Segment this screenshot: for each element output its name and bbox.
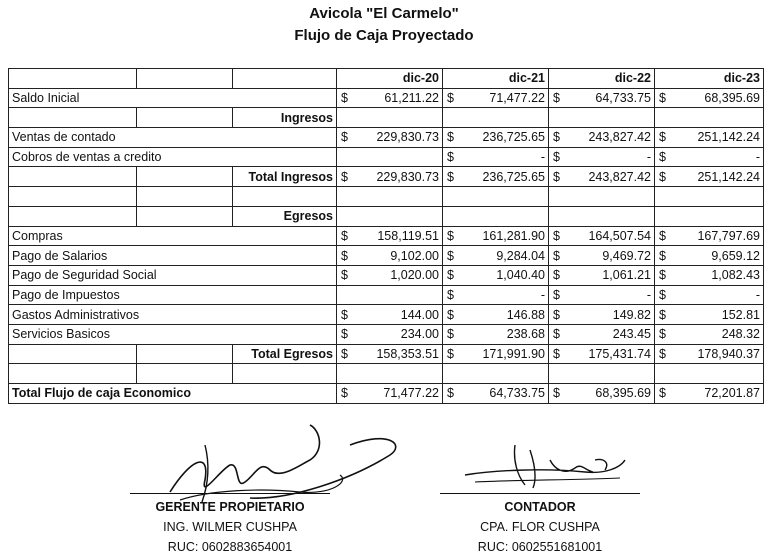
- amount-cell: [549, 305, 655, 325]
- currency-symbol: $: [659, 327, 666, 342]
- currency-symbol: $: [447, 169, 454, 184]
- empty-cell: [549, 206, 655, 226]
- amount-cell: [655, 344, 764, 364]
- currency-symbol: $: [341, 91, 348, 106]
- amount-cell: [443, 147, 549, 167]
- currency-symbol: $: [659, 287, 666, 302]
- amount-value: 64,733.75: [595, 91, 651, 106]
- amount-cell: [549, 246, 655, 266]
- amount-cell: [655, 128, 764, 148]
- currency-symbol: $: [659, 169, 666, 184]
- amount-value: 149.82: [612, 307, 651, 322]
- currency-symbol: $: [341, 169, 348, 184]
- currency-symbol: $: [341, 268, 348, 283]
- currency-symbol: $: [659, 307, 666, 322]
- currency-symbol: $: [341, 228, 348, 243]
- currency-symbol: $: [341, 327, 348, 342]
- empty-cell: [9, 364, 137, 384]
- amount-cell: [549, 167, 655, 187]
- period-header: dic-23: [655, 69, 764, 89]
- currency-symbol: $: [659, 228, 666, 243]
- table-row: [9, 285, 764, 305]
- empty-cell: [9, 206, 137, 226]
- amount-cell: [655, 384, 764, 404]
- currency-symbol: $: [447, 248, 454, 263]
- table-row: [9, 128, 764, 148]
- company-title: Avicola "El Carmelo": [309, 5, 459, 22]
- table-row: [9, 384, 764, 404]
- currency-symbol: $: [553, 91, 560, 106]
- empty-cell: [337, 187, 443, 207]
- currency-symbol: $: [447, 268, 454, 283]
- signature-name: CPA. FLOR CUSHPA: [480, 520, 600, 534]
- amount-cell: [549, 384, 655, 404]
- amount-cell: [655, 265, 764, 285]
- amount-value: 146.88: [506, 307, 545, 322]
- row-label: Compras: [9, 226, 337, 246]
- empty-cell: [9, 187, 137, 207]
- currency-symbol: $: [659, 248, 666, 263]
- amount-value: 1,040.40: [496, 268, 545, 283]
- signature-scribble-right: [455, 430, 645, 500]
- signature-block-accountant: [440, 493, 640, 557]
- empty-cell: [137, 108, 233, 128]
- empty-cell: [655, 364, 764, 384]
- empty-cell: [337, 108, 443, 128]
- currency-symbol: $: [341, 346, 348, 361]
- amount-value: -: [540, 287, 545, 302]
- amount-value: 71,477.22: [383, 386, 439, 401]
- amount-value: 251,142.24: [697, 130, 760, 145]
- amount-cell: [337, 128, 443, 148]
- amount-cell: [337, 226, 443, 246]
- amount-value: 243,827.42: [588, 169, 651, 184]
- amount-value: 236,725.65: [482, 130, 545, 145]
- signature-line: [440, 493, 640, 494]
- currency-symbol: $: [553, 386, 560, 401]
- currency-symbol: $: [553, 150, 560, 165]
- row-label: Pago de Seguridad Social: [9, 265, 337, 285]
- amount-value: 238.68: [506, 327, 545, 342]
- amount-cell: [337, 384, 443, 404]
- empty-cell: [443, 108, 549, 128]
- currency-symbol: $: [553, 268, 560, 283]
- amount-value: 229,830.73: [376, 169, 439, 184]
- table-row: [9, 324, 764, 344]
- amount-value: 68,395.69: [704, 91, 760, 106]
- amount-value: 1,082.43: [711, 268, 760, 283]
- amount-value: 9,469.72: [602, 248, 651, 263]
- section-header: Ingresos: [233, 108, 337, 128]
- table-row: [9, 226, 764, 246]
- empty-cell: [655, 108, 764, 128]
- amount-cell: [655, 305, 764, 325]
- amount-value: -: [646, 150, 651, 165]
- currency-symbol: $: [341, 248, 348, 263]
- amount-cell: [549, 147, 655, 167]
- currency-symbol: $: [553, 248, 560, 263]
- empty-cell: [337, 364, 443, 384]
- amount-cell: [549, 344, 655, 364]
- empty-cell: [9, 69, 137, 89]
- amount-value: 144.00: [400, 307, 439, 322]
- currency-symbol: $: [659, 130, 666, 145]
- table-row: [9, 206, 764, 226]
- signature-role: CONTADOR: [504, 500, 576, 514]
- empty-cell: [137, 69, 233, 89]
- amount-cell: [337, 344, 443, 364]
- table-row: [9, 305, 764, 325]
- amount-cell: [337, 265, 443, 285]
- amount-cell: [443, 324, 549, 344]
- amount-value: 167,797.69: [697, 228, 760, 243]
- currency-symbol: $: [341, 307, 348, 322]
- amount-value: 9,102.00: [390, 248, 439, 263]
- currency-symbol: $: [659, 91, 666, 106]
- amount-value: 64,733.75: [489, 386, 545, 401]
- amount-value: 9,659.12: [711, 248, 760, 263]
- total-label: Total Egresos: [233, 344, 337, 364]
- amount-value: 175,431.74: [588, 346, 651, 361]
- amount-cell: [337, 147, 443, 167]
- empty-cell: [137, 187, 233, 207]
- currency-symbol: $: [447, 386, 454, 401]
- empty-cell: [9, 167, 137, 187]
- empty-cell: [9, 108, 137, 128]
- amount-cell: [337, 88, 443, 108]
- currency-symbol: $: [553, 346, 560, 361]
- empty-cell: [443, 206, 549, 226]
- empty-cell: [9, 344, 137, 364]
- period-header: dic-21: [443, 69, 549, 89]
- currency-symbol: $: [447, 287, 454, 302]
- row-label: Pago de Impuestos: [9, 285, 337, 305]
- signature-role: GERENTE PROPIETARIO: [155, 500, 305, 514]
- amount-cell: [443, 246, 549, 266]
- empty-cell: [549, 364, 655, 384]
- period-header: dic-22: [549, 69, 655, 89]
- amount-cell: [337, 285, 443, 305]
- amount-cell: [443, 344, 549, 364]
- empty-cell: [337, 206, 443, 226]
- amount-value: 234.00: [400, 327, 439, 342]
- table-row: [9, 246, 764, 266]
- row-label: Servicios Basicos: [9, 324, 337, 344]
- empty-cell: [137, 364, 233, 384]
- amount-cell: [655, 285, 764, 305]
- amount-value: 243.45: [612, 327, 651, 342]
- table-row: [9, 69, 764, 89]
- amount-value: 68,395.69: [595, 386, 651, 401]
- currency-symbol: $: [553, 228, 560, 243]
- amount-value: -: [755, 150, 760, 165]
- signature-block-owner: [130, 493, 330, 557]
- currency-symbol: $: [553, 130, 560, 145]
- currency-symbol: $: [553, 327, 560, 342]
- currency-symbol: $: [447, 91, 454, 106]
- currency-symbol: $: [659, 386, 666, 401]
- table-row: [9, 167, 764, 187]
- total-label: Total Ingresos: [233, 167, 337, 187]
- empty-cell: [443, 187, 549, 207]
- signature-ruc: RUC: 0602883654001: [167, 540, 293, 554]
- signature-name: ING. WILMER CUSHPA: [163, 520, 297, 534]
- empty-cell: [233, 364, 337, 384]
- currency-symbol: $: [447, 307, 454, 322]
- amount-value: 243,827.42: [588, 130, 651, 145]
- amount-value: -: [646, 287, 651, 302]
- amount-cell: [549, 324, 655, 344]
- amount-cell: [655, 226, 764, 246]
- amount-cell: [337, 246, 443, 266]
- table-row: [9, 187, 764, 207]
- amount-cell: [655, 246, 764, 266]
- table-row: [9, 108, 764, 128]
- amount-value: 164,507.54: [588, 228, 651, 243]
- amount-value: 9,284.04: [496, 248, 545, 263]
- amount-value: 161,281.90: [482, 228, 545, 243]
- amount-value: 251,142.24: [697, 169, 760, 184]
- amount-cell: [655, 147, 764, 167]
- currency-symbol: $: [447, 130, 454, 145]
- currency-symbol: $: [341, 386, 348, 401]
- amount-value: 236,725.65: [482, 169, 545, 184]
- section-header: Egresos: [233, 206, 337, 226]
- amount-cell: [443, 128, 549, 148]
- report-title: Flujo de Caja Proyectado: [294, 27, 474, 44]
- amount-cell: [549, 128, 655, 148]
- table-row: [9, 147, 764, 167]
- table-row: [9, 364, 764, 384]
- empty-cell: [549, 108, 655, 128]
- currency-symbol: $: [447, 150, 454, 165]
- empty-cell: [549, 187, 655, 207]
- table-row: [9, 265, 764, 285]
- amount-value: 72,201.87: [704, 386, 760, 401]
- amount-cell: [337, 167, 443, 187]
- row-label: Saldo Inicial: [9, 88, 337, 108]
- amount-value: 158,353.51: [376, 346, 439, 361]
- table-row: [9, 344, 764, 364]
- total-flow-label: Total Flujo de caja Economico: [9, 384, 337, 404]
- currency-symbol: $: [553, 169, 560, 184]
- signature-ruc: RUC: 0602551681001: [477, 540, 603, 554]
- amount-value: 178,940.37: [697, 346, 760, 361]
- currency-symbol: $: [553, 287, 560, 302]
- row-label: Pago de Salarios: [9, 246, 337, 266]
- empty-cell: [137, 167, 233, 187]
- amount-value: 158,119.51: [377, 228, 439, 243]
- amount-cell: [443, 265, 549, 285]
- signature-line: [130, 493, 330, 494]
- row-label: Gastos Administrativos: [9, 305, 337, 325]
- amount-cell: [655, 167, 764, 187]
- amount-cell: [549, 88, 655, 108]
- currency-symbol: $: [553, 307, 560, 322]
- empty-cell: [655, 187, 764, 207]
- amount-cell: [549, 226, 655, 246]
- amount-cell: [443, 226, 549, 246]
- amount-value: -: [540, 150, 545, 165]
- amount-value: 1,061.21: [602, 268, 651, 283]
- amount-value: -: [755, 287, 760, 302]
- table-row: [9, 88, 764, 108]
- amount-value: 248.32: [721, 327, 760, 342]
- empty-cell: [655, 206, 764, 226]
- currency-symbol: $: [447, 327, 454, 342]
- currency-symbol: $: [659, 268, 666, 283]
- amount-cell: [443, 384, 549, 404]
- empty-cell: [443, 364, 549, 384]
- amount-cell: [655, 324, 764, 344]
- amount-value: 229,830.73: [376, 130, 439, 145]
- amount-cell: [443, 285, 549, 305]
- currency-symbol: $: [659, 346, 666, 361]
- amount-cell: [549, 265, 655, 285]
- cash-flow-table: [8, 68, 764, 404]
- amount-cell: [337, 324, 443, 344]
- amount-cell: [443, 167, 549, 187]
- currency-symbol: $: [447, 228, 454, 243]
- amount-cell: [549, 285, 655, 305]
- empty-cell: [233, 187, 337, 207]
- currency-symbol: $: [447, 346, 454, 361]
- currency-symbol: $: [341, 130, 348, 145]
- row-label: Ventas de contado: [9, 128, 337, 148]
- amount-value: 171,991.90: [482, 346, 545, 361]
- amount-cell: [337, 305, 443, 325]
- amount-value: 152.81: [721, 307, 760, 322]
- amount-value: 71,477.22: [489, 91, 545, 106]
- amount-value: 61,211.22: [384, 91, 439, 106]
- currency-symbol: $: [659, 150, 666, 165]
- amount-value: 1,020.00: [390, 268, 439, 283]
- empty-cell: [137, 344, 233, 364]
- amount-cell: [443, 88, 549, 108]
- empty-cell: [233, 69, 337, 89]
- amount-cell: [443, 305, 549, 325]
- empty-cell: [137, 206, 233, 226]
- row-label: Cobros de ventas a credito: [9, 147, 337, 167]
- amount-cell: [655, 88, 764, 108]
- period-header: dic-20: [337, 69, 443, 89]
